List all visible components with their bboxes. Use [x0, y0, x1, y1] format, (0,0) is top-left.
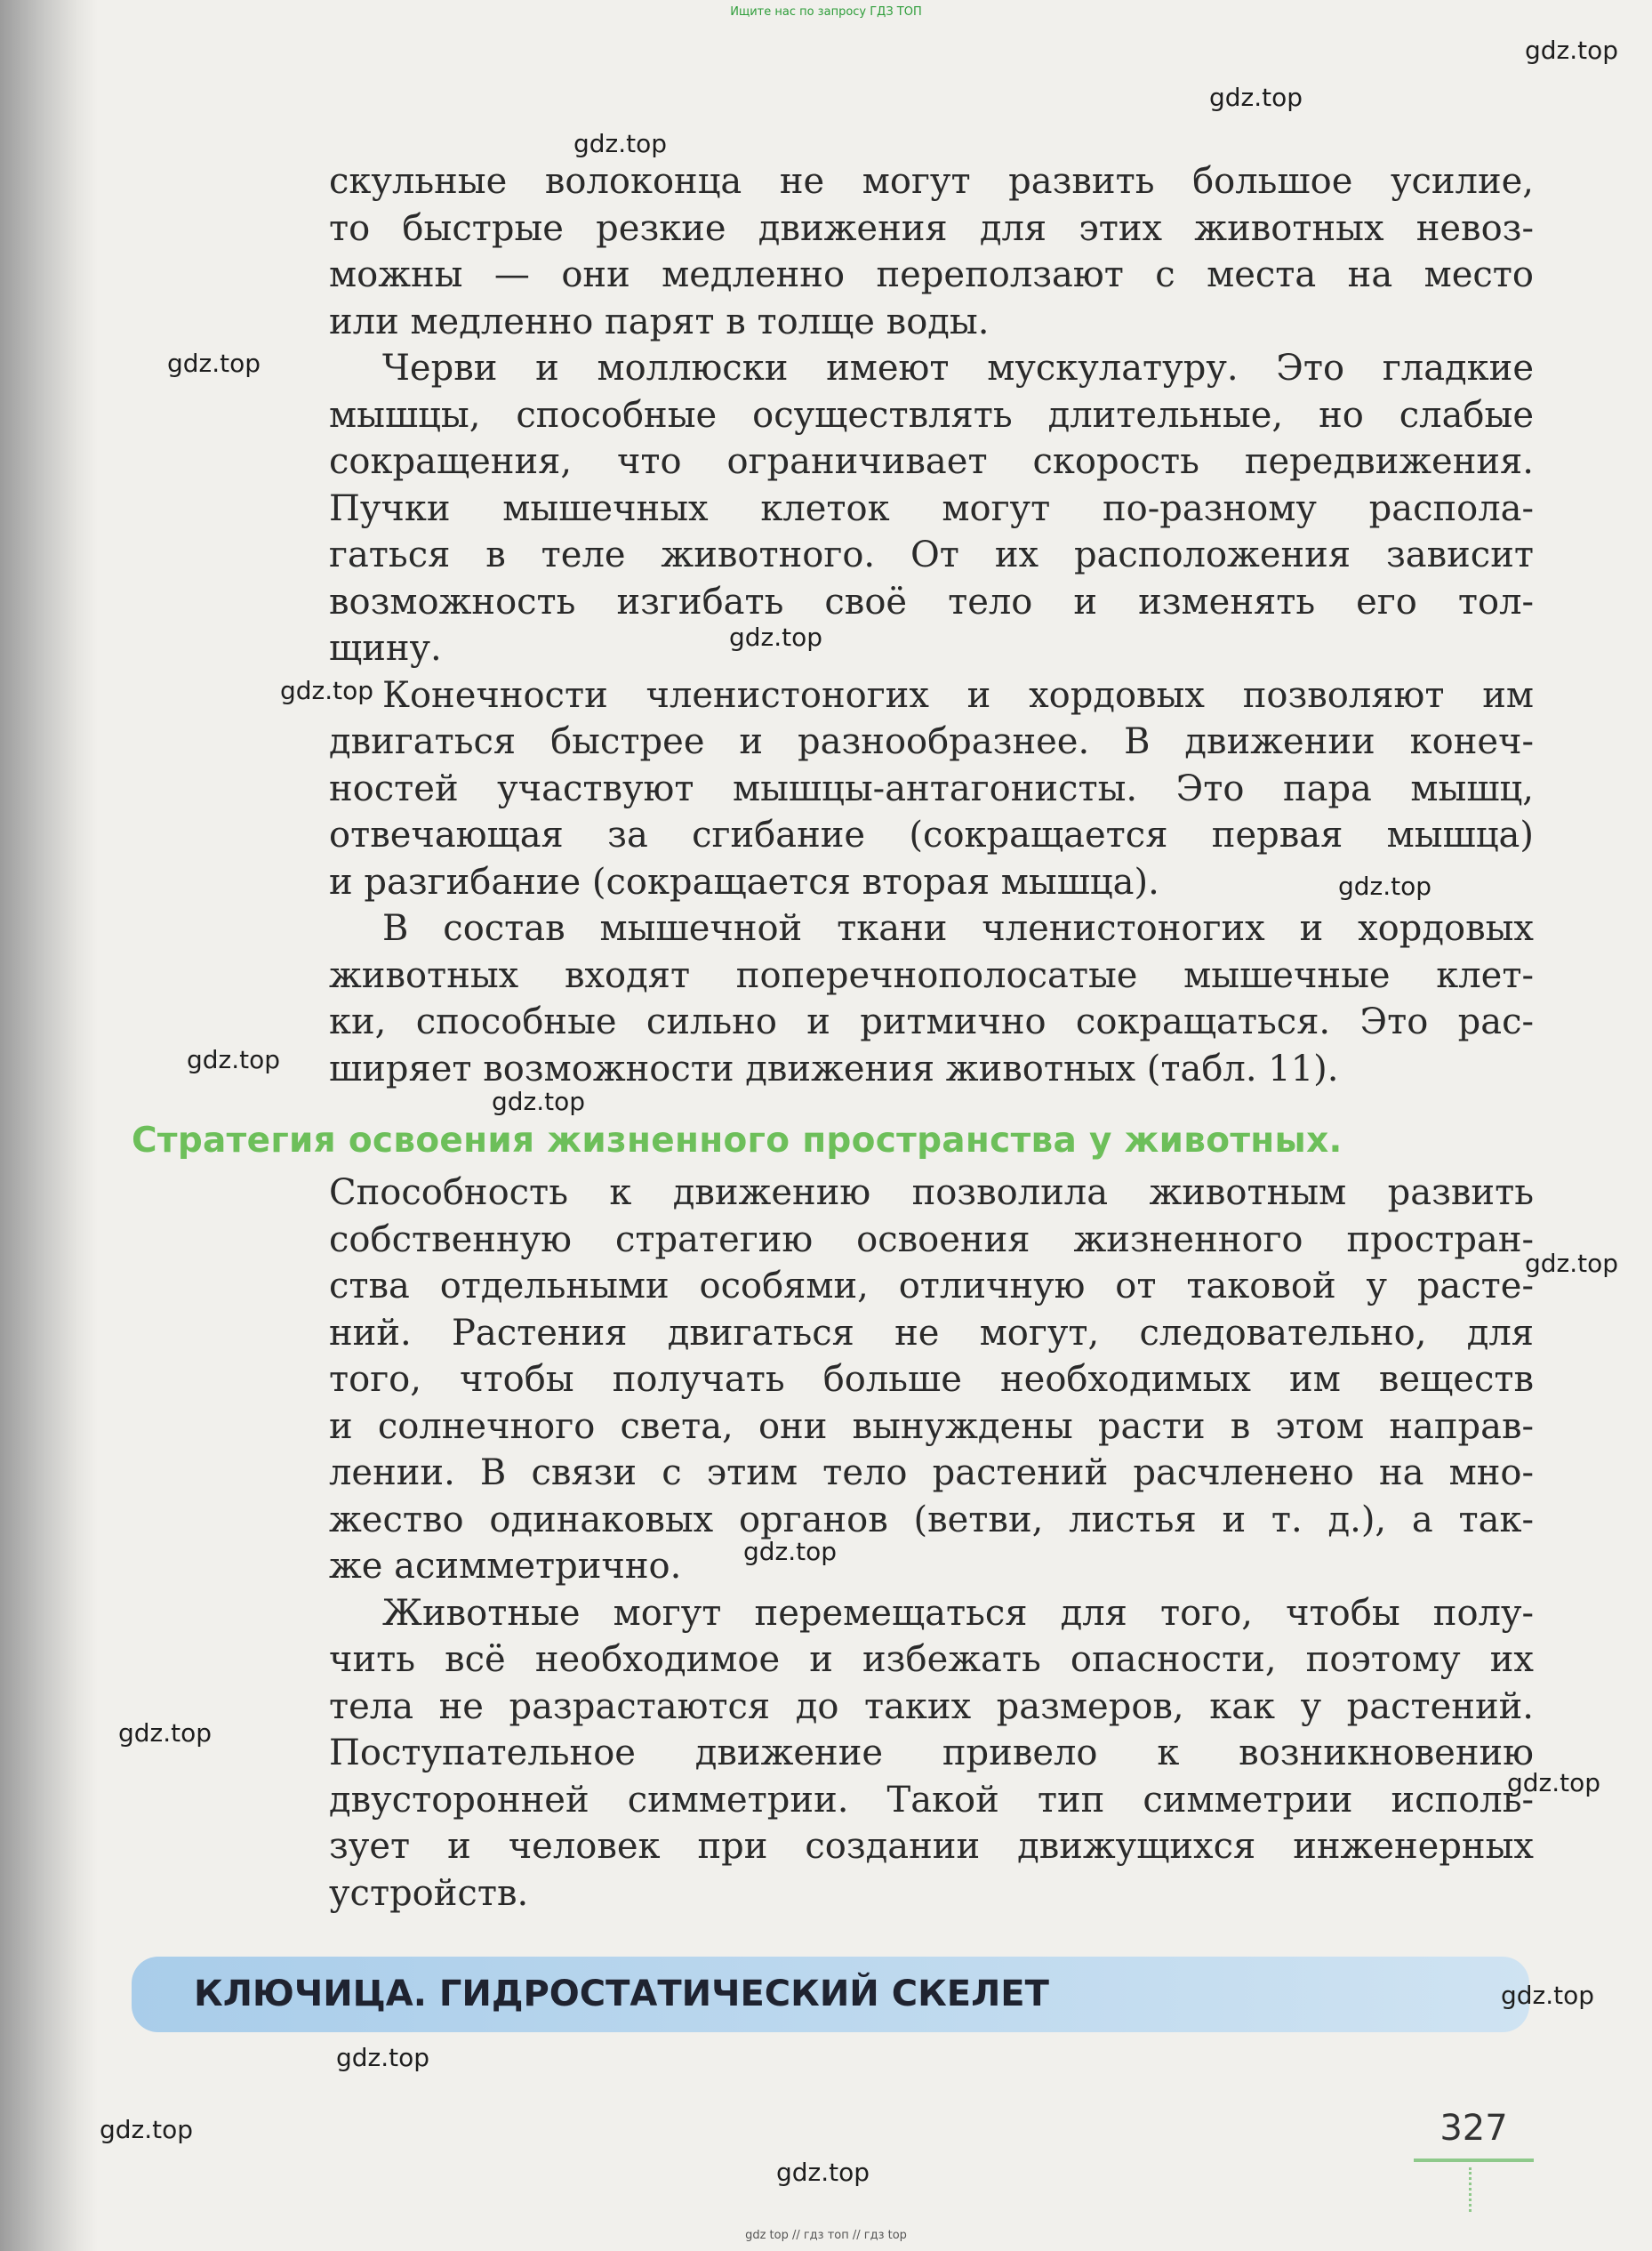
text-line: жество одинаковых органов (ветви, листья и т. д.), а так- — [329, 1499, 1534, 1540]
page-number-rule — [1414, 2159, 1534, 2162]
text-line: ний. Растения двигаться не могут, следовательно, для — [329, 1312, 1534, 1354]
text-line: скульные волоконца не могут развить большое усилие, — [329, 161, 1534, 202]
text-line: В состав мышечной ткани членистоногих и хордовых — [382, 908, 1534, 949]
text-line: собственную стратегию освоения жизненного простран- — [329, 1218, 1534, 1260]
banner-title: КЛЮЧИЦА. ГИДРОСТАТИЧЕСКИЙ СКЕЛЕТ — [194, 1974, 1049, 2014]
paragraph-block-2 — [329, 1170, 1534, 1917]
watermark: gdz.top — [1501, 1981, 1595, 2010]
text-line: Конечности членистоногих и хордовых позволяют им — [382, 674, 1534, 716]
watermark: gdz.top — [1209, 83, 1303, 112]
watermark: gdz.top — [1525, 36, 1619, 65]
text-line: или медленно парят в толще воды. — [329, 301, 990, 342]
section-banner — [132, 1957, 1529, 2032]
text-line: ширяет возможности движения животных (табл. 11). — [329, 1048, 1339, 1089]
text-line: ки, способные сильно и ритмично сокращаться. Это рас- — [329, 1001, 1534, 1042]
text-line: отвечающая за сгибание (сокращается первая мышца) — [329, 815, 1534, 856]
watermark: gdz.top — [776, 2158, 870, 2187]
text-line: то быстрые резкие движения для этих животных невоз- — [329, 207, 1534, 249]
watermark: gdz.top — [729, 623, 823, 652]
top-note: Ищите нас по запросу ГДЗ ТОП — [730, 5, 922, 19]
watermark: gdz.top — [336, 2043, 430, 2072]
text-line: того, чтобы получать больше необходимых им веществ — [329, 1359, 1534, 1400]
text-line: Черви и моллюски имеют мускулатуру. Это гладкие — [382, 348, 1534, 389]
text-line: мышцы, способные осуществлять длительные, но слабые — [329, 394, 1534, 436]
text-line: лении. В связи с этим тело растений расчленено на мно- — [329, 1452, 1534, 1493]
watermark: gdz.top — [167, 349, 261, 378]
section-heading: Стратегия освоения жизненного пространства у животных. — [132, 1121, 1343, 1161]
watermark: gdz.top — [492, 1087, 586, 1116]
book-spine-shadow — [0, 0, 98, 2251]
text-line: двусторонней симметрии. Такой тип симметрии исполь- — [329, 1779, 1534, 1821]
text-line: гаться в теле животного. От их расположения зависит — [329, 535, 1534, 575]
text-line: тела не разрастаются до таких размеров, как у растений. — [329, 1685, 1534, 1727]
text-line: ства отдельными особями, отличную от таковой у расте- — [329, 1266, 1534, 1306]
paragraph-block-1 — [329, 158, 1534, 1092]
text-line: щину. — [329, 628, 442, 669]
text-line: Поступательное движение привело к возникновению — [329, 1732, 1534, 1773]
page-number-dots — [1469, 2167, 1472, 2212]
text-line: двигаться быстрее и разнообразнее. В движении конеч- — [329, 721, 1534, 762]
watermark: gdz.top — [1507, 1768, 1601, 1797]
bottom-note: gdz top // гдз топ // гдз top — [745, 2229, 907, 2242]
watermark: gdz.top — [100, 2115, 194, 2144]
watermark: gdz.top — [1338, 872, 1432, 901]
text-line: устройств. — [329, 1872, 529, 1914]
watermark: gdz.top — [743, 1537, 838, 1566]
watermark: gdz.top — [280, 676, 374, 705]
text-line: Пучки мышечных клеток могут по-разному распола- — [329, 487, 1534, 529]
watermark: gdz.top — [1525, 1249, 1619, 1278]
text-line: чить всё необходимое и избежать опасности, поэтому их — [329, 1639, 1534, 1680]
watermark: gdz.top — [118, 1718, 213, 1748]
text-line: можны — они медленно переползают с места на место — [329, 254, 1534, 295]
text-line: ностей участвуют мышцы-антагонисты. Это пара мышц, — [329, 768, 1534, 809]
text-line: и разгибание (сокращается вторая мышца). — [329, 861, 1159, 903]
text-line: возможность изгибать своё тело и изменять его тол- — [329, 581, 1534, 623]
text-line: сокращения, что ограничивает скорость передвижения. — [329, 441, 1534, 482]
watermark: gdz.top — [573, 129, 668, 158]
page-number: 327 — [1439, 2108, 1508, 2149]
text-line: животных входят поперечнополосатые мышечные клет- — [329, 954, 1534, 996]
text-line: Способность к движению позволила животным развить — [329, 1172, 1534, 1213]
text-line: зует и человек при создании движущихся инженерных — [329, 1826, 1534, 1867]
text-line: же асимметрично. — [329, 1546, 682, 1587]
text-line: и солнечного света, они вынуждены расти в этом направ- — [329, 1405, 1534, 1447]
text-line: Животные могут перемещаться для того, чтобы полу- — [382, 1592, 1534, 1634]
watermark: gdz.top — [187, 1045, 281, 1074]
